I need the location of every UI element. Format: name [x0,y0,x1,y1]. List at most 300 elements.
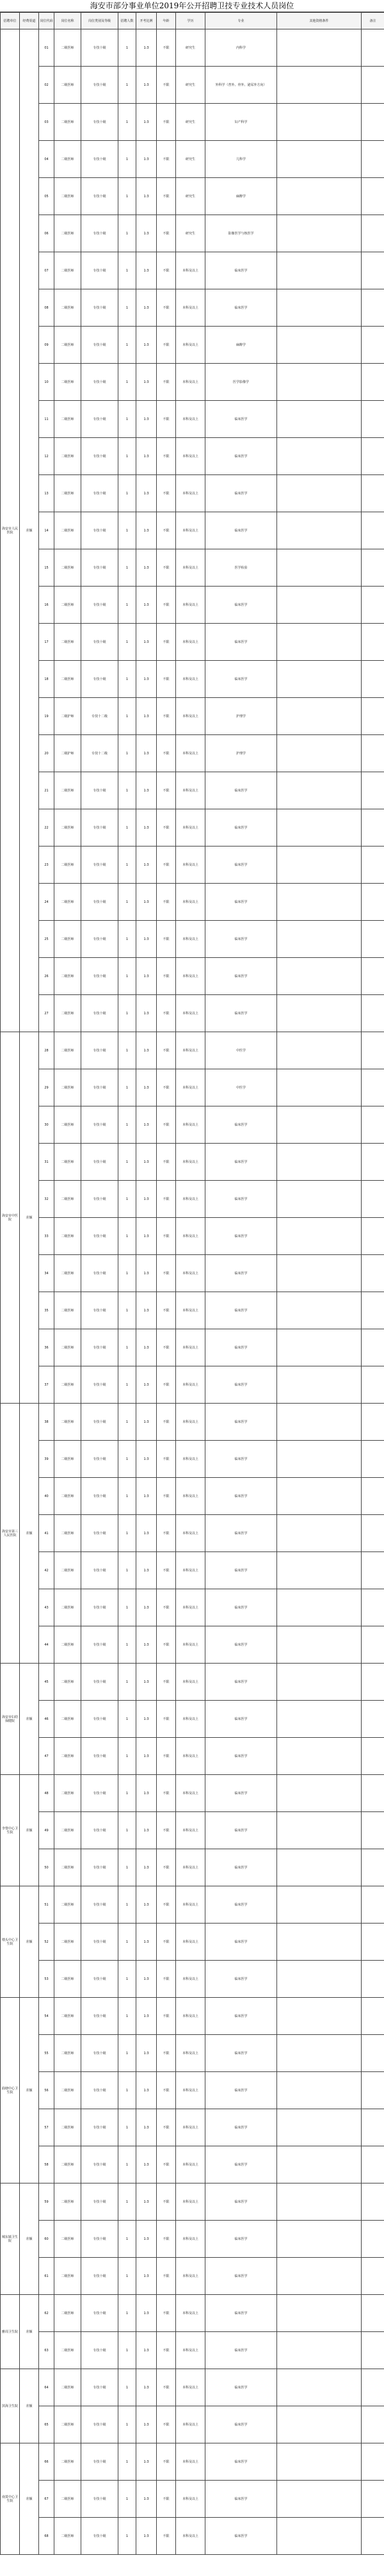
other-conditions [277,1441,362,1478]
job-grade: 专技十级 [81,995,118,1032]
table-row [1,104,384,141]
remarks [362,921,384,958]
other-conditions [277,2481,362,2518]
job-code: 40 [39,1478,54,1515]
job-grade: 专技十级 [81,921,118,958]
job-grade: 专技十级 [81,2035,118,2072]
job-grade: 专技十级 [81,2332,118,2369]
table-row [1,772,384,809]
job-post: 二级医师 [54,1849,81,1886]
remarks [362,1292,384,1329]
remarks [362,1961,384,1998]
job-code: 12 [39,438,54,475]
exam-ratio: 1:3 [136,1032,157,1069]
table-row [1,735,384,772]
other-conditions [277,1552,362,1589]
education: 本科及以上 [176,2518,205,2555]
job-code: 11 [39,401,54,438]
table-body [1,29,384,2555]
job-grade: 专技十级 [81,1329,118,1366]
table-row [1,2035,384,2072]
job-code: 60 [39,2221,54,2258]
exam-ratio: 1:3 [136,104,157,141]
table-row [1,661,384,698]
other-conditions [277,587,362,624]
job-grade: 专技十级 [81,2258,118,2295]
major: 护理学 [205,698,277,735]
job-code: 02 [39,67,54,104]
job-post: 二级医师 [54,1626,81,1664]
job-count: 1 [118,1701,136,1738]
unit-name: 海安市妇幼保健院 [1,1664,20,1775]
other-conditions [277,884,362,921]
job-code: 50 [39,1849,54,1886]
job-grade: 专技十级 [81,1849,118,1886]
job-post: 二级医师 [54,1478,81,1515]
table-row [1,587,384,624]
job-count: 1 [118,401,136,438]
remarks [362,2221,384,2258]
major: 临床医学 [205,1106,277,1144]
job-grade: 专技十级 [81,401,118,438]
other-conditions [277,1292,362,1329]
job-code: 54 [39,1998,54,2035]
funding-type: 差额 [20,1404,39,1664]
major: 临床医学 [205,1366,277,1404]
col-grade: 岗位类别及等级 [81,13,118,29]
major: 临床医学 [205,1441,277,1478]
job-grade: 专技十级 [81,512,118,549]
job-count: 1 [118,2035,136,2072]
exam-ratio: 1:3 [136,67,157,104]
education: 本科及以上 [176,698,205,735]
exam-ratio: 1:3 [136,1478,157,1515]
major: 临床医学 [205,1589,277,1626]
job-code: 53 [39,1961,54,1998]
exam-ratio: 1:3 [136,1329,157,1366]
remarks [362,252,384,289]
job-post: 二级医师 [54,401,81,438]
job-code: 34 [39,1255,54,1292]
job-count: 1 [118,29,136,67]
remarks [362,401,384,438]
other-conditions [277,1032,362,1069]
job-post: 二级医师 [54,1775,81,1812]
other-conditions [277,1218,362,1255]
remarks [362,2072,384,2109]
major: 临床医学 [205,661,277,698]
job-code: 08 [39,289,54,327]
job-count: 1 [118,1515,136,1552]
major: 临床医学 [205,624,277,661]
exam-ratio: 1:3 [136,1144,157,1181]
education: 本科及以上 [176,1366,205,1404]
education: 本科及以上 [176,1738,205,1775]
exam-ratio: 1:3 [136,1924,157,1961]
table-row [1,1775,384,1812]
remarks [362,2443,384,2481]
remarks [362,178,384,215]
exam-ratio: 1:3 [136,735,157,772]
table-row [1,1181,384,1218]
remarks [362,1255,384,1292]
job-grade: 专技十级 [81,2072,118,2109]
major: 临床医学 [205,1812,277,1849]
table-row [1,67,384,104]
job-count: 1 [118,2258,136,2295]
remarks [362,1664,384,1701]
major: 临床医学 [205,2109,277,2146]
education: 本科及以上 [176,2221,205,2258]
age-limit: 不限 [157,772,176,809]
job-count: 1 [118,2183,136,2221]
exam-ratio: 1:3 [136,1589,157,1626]
age-limit: 不限 [157,1886,176,1924]
major: 临床医学 [205,1998,277,2035]
age-limit: 不限 [157,1775,176,1812]
age-limit: 不限 [157,1626,176,1664]
job-grade: 专技十级 [81,809,118,847]
other-conditions [277,1626,362,1664]
major: 临床医学 [205,1664,277,1701]
major: 临床医学 [205,2443,277,2481]
major: 临床医学 [205,921,277,958]
col-major: 专业 [205,13,277,29]
job-code: 21 [39,772,54,809]
job-post: 二级医师 [54,2369,81,2406]
col-cond: 其他资格条件 [277,13,362,29]
job-post: 二级医师 [54,2183,81,2221]
major: 护理学 [205,735,277,772]
job-post: 二级医师 [54,1218,81,1255]
other-conditions [277,2332,362,2369]
age-limit: 不限 [157,2406,176,2443]
exam-ratio: 1:3 [136,2109,157,2146]
exam-ratio: 1:3 [136,1218,157,1255]
job-post: 二级医师 [54,2518,81,2555]
exam-ratio: 1:3 [136,141,157,178]
other-conditions [277,215,362,252]
job-count: 1 [118,1329,136,1366]
table-row [1,2072,384,2109]
other-conditions [277,2258,362,2295]
job-post: 二级医师 [54,67,81,104]
unit-name: 城东镇卫生院 [1,2183,20,2295]
job-post: 二级医师 [54,438,81,475]
education: 研究生 [176,141,205,178]
education: 本科及以上 [176,438,205,475]
job-post: 二级医师 [54,2332,81,2369]
job-count: 1 [118,327,136,364]
job-count: 1 [118,1775,136,1812]
exam-ratio: 1:3 [136,847,157,884]
table-row [1,1218,384,1255]
job-grade: 专技十级 [81,1218,118,1255]
remarks [362,1441,384,1478]
other-conditions [277,809,362,847]
job-code: 04 [39,141,54,178]
education: 本科及以上 [176,587,205,624]
unit-name: 曲塘中心卫生院 [1,1998,20,2183]
job-count: 1 [118,1404,136,1441]
age-limit: 不限 [157,624,176,661]
job-post: 二级医师 [54,1181,81,1218]
major: 临床医学 [205,1478,277,1515]
table-row [1,1961,384,1998]
job-grade: 专技十级 [81,215,118,252]
job-count: 1 [118,772,136,809]
major: 临床医学 [205,401,277,438]
job-code: 68 [39,2518,54,2555]
table-row [1,884,384,921]
table-row [1,1701,384,1738]
job-post: 二级医师 [54,289,81,327]
job-grade: 专技十级 [81,29,118,67]
education: 本科及以上 [176,2072,205,2109]
exam-ratio: 1:3 [136,401,157,438]
major: 临床医学 [205,809,277,847]
job-code: 48 [39,1775,54,1812]
job-count: 1 [118,1886,136,1924]
job-post: 二级医师 [54,1812,81,1849]
col-age: 年龄 [157,13,176,29]
age-limit: 不限 [157,1738,176,1775]
job-count: 1 [118,104,136,141]
age-limit: 不限 [157,1961,176,1998]
education: 本科及以上 [176,1181,205,1218]
remarks [362,104,384,141]
remarks [362,1589,384,1626]
col-ratio: 开考比例 [136,13,157,29]
education: 研究生 [176,29,205,67]
job-grade: 专技十级 [81,2146,118,2183]
job-grade: 专技十级 [81,1366,118,1404]
job-count: 1 [118,2443,136,2481]
age-limit: 不限 [157,921,176,958]
other-conditions [277,958,362,995]
other-conditions [277,289,362,327]
other-conditions [277,2406,362,2443]
job-code: 49 [39,1812,54,1849]
age-limit: 不限 [157,1218,176,1255]
job-post: 二级医师 [54,2072,81,2109]
exam-ratio: 1:3 [136,1775,157,1812]
age-limit: 不限 [157,1924,176,1961]
education: 本科及以上 [176,401,205,438]
job-code: 24 [39,884,54,921]
job-count: 1 [118,884,136,921]
job-post: 二级医师 [54,2035,81,2072]
job-grade: 专技十级 [81,661,118,698]
age-limit: 不限 [157,327,176,364]
major: 临床医学 [205,1886,277,1924]
major: 临床医学 [205,475,277,512]
remarks [362,1329,384,1366]
job-count: 1 [118,995,136,1032]
job-post: 二级医师 [54,1255,81,1292]
table-row [1,1032,384,1069]
job-grade: 专技十级 [81,178,118,215]
table-row [1,1552,384,1589]
age-limit: 不限 [157,549,176,587]
education: 本科及以上 [176,847,205,884]
job-post: 二级医师 [54,252,81,289]
job-code: 58 [39,2146,54,2183]
other-conditions [277,2109,362,2146]
education: 本科及以上 [176,1329,205,1366]
table-row [1,215,384,252]
job-code: 14 [39,512,54,549]
other-conditions [277,67,362,104]
age-limit: 不限 [157,401,176,438]
table-row [1,2146,384,2183]
job-grade: 专技十级 [81,772,118,809]
age-limit: 不限 [157,2072,176,2109]
age-limit: 不限 [157,1106,176,1144]
job-post: 二级医师 [54,2109,81,2146]
age-limit: 不限 [157,847,176,884]
major: 临床医学 [205,1961,277,1998]
other-conditions [277,141,362,178]
exam-ratio: 1:3 [136,2035,157,2072]
major: 临床医学 [205,2518,277,2555]
education: 本科及以上 [176,2406,205,2443]
exam-ratio: 1:3 [136,995,157,1032]
job-code: 28 [39,1032,54,1069]
table-row [1,2109,384,2146]
job-code: 25 [39,921,54,958]
job-code: 31 [39,1144,54,1181]
major: 外科学（普外、骨外、泌尿外方向） [205,67,277,104]
major: 临床医学 [205,995,277,1032]
table-row [1,1255,384,1292]
remarks [362,1886,384,1924]
job-count: 1 [118,2518,136,2555]
table-row [1,1478,384,1515]
funding-type: 差额 [20,1032,39,1404]
job-count: 1 [118,1998,136,2035]
table-row [1,2295,384,2332]
job-count: 1 [118,1181,136,1218]
exam-ratio: 1:3 [136,327,157,364]
job-code: 46 [39,1701,54,1738]
job-post: 二级医师 [54,2406,81,2443]
education: 本科及以上 [176,1812,205,1849]
job-post: 二级医师 [54,809,81,847]
age-limit: 不限 [157,1329,176,1366]
job-code: 67 [39,2481,54,2518]
job-post: 二级护师 [54,698,81,735]
job-count: 1 [118,289,136,327]
job-post: 二级护师 [54,735,81,772]
age-limit: 不限 [157,2109,176,2146]
other-conditions [277,921,362,958]
exam-ratio: 1:3 [136,587,157,624]
exam-ratio: 1:3 [136,289,157,327]
job-post: 二级医师 [54,1441,81,1478]
job-count: 1 [118,698,136,735]
table-row [1,2406,384,2443]
job-code: 38 [39,1404,54,1441]
major: 临床医学 [205,884,277,921]
table-row [1,475,384,512]
job-grade: 专技十级 [81,1961,118,1998]
education: 本科及以上 [176,1775,205,1812]
job-grade: 专技十级 [81,1478,118,1515]
exam-ratio: 1:3 [136,364,157,401]
other-conditions [277,2221,362,2258]
job-code: 57 [39,2109,54,2146]
job-count: 1 [118,1032,136,1069]
exam-ratio: 1:3 [136,1255,157,1292]
job-grade: 专技十级 [81,1106,118,1144]
job-grade: 专技十级 [81,958,118,995]
job-grade: 专技十级 [81,289,118,327]
remarks [362,1181,384,1218]
job-count: 1 [118,809,136,847]
table-row [1,2183,384,2221]
job-post: 二级医师 [54,141,81,178]
exam-ratio: 1:3 [136,549,157,587]
education: 本科及以上 [176,1404,205,1441]
major: 麻醉学 [205,327,277,364]
job-count: 1 [118,1292,136,1329]
remarks [362,884,384,921]
age-limit: 不限 [157,141,176,178]
major: 内科学 [205,29,277,67]
other-conditions [277,661,362,698]
job-post: 二级医师 [54,587,81,624]
job-count: 1 [118,1849,136,1886]
col-unit: 招聘单位 [1,13,20,29]
job-code: 16 [39,587,54,624]
table-row [1,512,384,549]
job-code: 55 [39,2035,54,2072]
funding-type: 差额 [20,1664,39,1775]
major: 临床医学 [205,1329,277,1366]
education: 本科及以上 [176,1218,205,1255]
education: 本科及以上 [176,624,205,661]
table-row [1,1144,384,1181]
job-code: 41 [39,1515,54,1552]
col-post: 岗位名称 [54,13,81,29]
education: 研究生 [176,178,205,215]
unit-name: 墩头中心卫生院 [1,1886,20,1998]
job-count: 1 [118,958,136,995]
job-post: 二级医师 [54,2443,81,2481]
age-limit: 不限 [157,1032,176,1069]
job-post: 二级医师 [54,921,81,958]
education: 本科及以上 [176,1701,205,1738]
job-code: 63 [39,2332,54,2369]
exam-ratio: 1:3 [136,661,157,698]
education: 本科及以上 [176,995,205,1032]
remarks [362,1626,384,1664]
job-count: 1 [118,1626,136,1664]
education: 本科及以上 [176,772,205,809]
exam-ratio: 1:3 [136,1701,157,1738]
funding-type: 差额 [20,1775,39,1886]
job-grade: 专技十级 [81,2109,118,2146]
job-code: 19 [39,698,54,735]
exam-ratio: 1:3 [136,1738,157,1775]
job-code: 26 [39,958,54,995]
job-post: 二级医师 [54,2481,81,2518]
education: 本科及以上 [176,2146,205,2183]
job-post: 二级医师 [54,104,81,141]
job-count: 1 [118,1478,136,1515]
major: 临床医学 [205,2295,277,2332]
